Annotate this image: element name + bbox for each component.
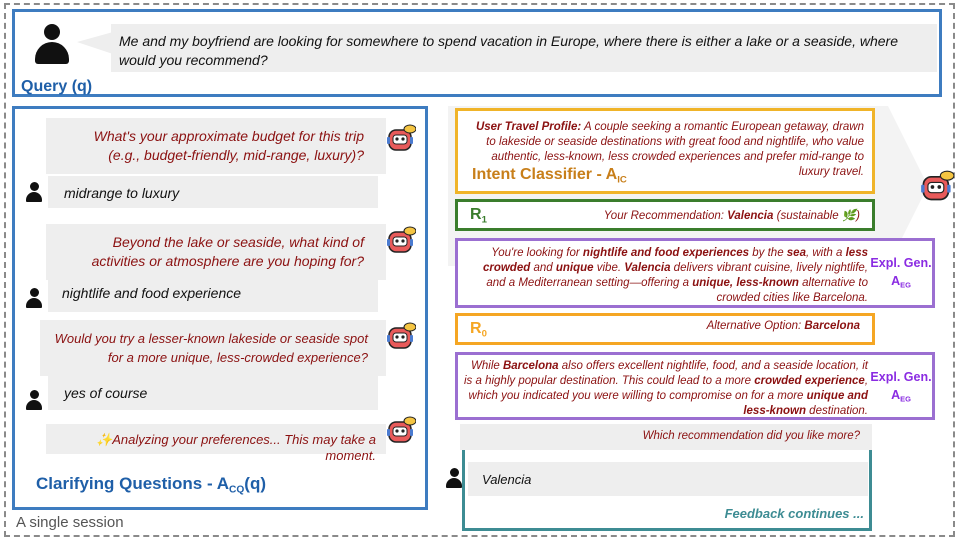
expl-gen-label-1: Expl. Gen. $A_{EG}$ [870, 256, 932, 290]
user-avatar-icon [26, 288, 42, 308]
robot-icon [920, 170, 954, 204]
question-text-2: Beyond the lake or seaside, what kind of activities or atmosphere are you hoping for? [91, 234, 364, 269]
intent-classifier-title: Intent Classifier - $A_{IC}$ [472, 166, 627, 186]
answer-text-2: nightlife and food experience [62, 285, 242, 301]
question-text-1: What's your approximate budget for this trip (e.g., budget-friendly, mid-range, luxury)? [93, 128, 364, 163]
answer-text-1: midrange to luxury [64, 185, 180, 201]
question-text-3: Would you try a lesser-known lakeside or seaside spot for a more unique, less-crowded experience? [54, 331, 368, 365]
explanation-text-2: While Barcelona also offers excellent nightlife, food, and a seaside location, it is a highly popular destination. This could lead to a more crowded experience, which you indicated you were willing to compromise on for a more unique and less-known destination. [464, 360, 869, 417]
expl-gen-label-2: Expl. Gen. $A_{EG}$ [870, 370, 932, 404]
r0-label: $R_0$ [470, 320, 487, 340]
r0-alternative-text: Alternative Option: Barcelona [706, 320, 860, 332]
query-text: Me and my boyfriend are looking for somewhere to spend vacation in Europe, where there is either a lake or a seaside, where would you recommend? [119, 33, 898, 68]
analyzing-text: ✨Analyzing your preferences... This may take a moment. [96, 432, 376, 463]
answer-text-3: yes of course [64, 385, 148, 401]
clarifying-title: Clarifying Questions - $A_{CQ}(q)$ [36, 474, 267, 496]
user-avatar-icon [26, 390, 42, 410]
robot-icon [386, 322, 416, 352]
feedback-question-text: Which recommendation did you like more? [642, 430, 860, 442]
query-box [12, 9, 942, 97]
r1-recommendation-text: Your Recommendation: Valencia (sustainable 🌿) [603, 210, 860, 222]
feedback-continues-text: Feedback continues ... [724, 506, 864, 521]
sparkle-icon: ✨ [96, 432, 113, 447]
explanation-text-1: You're looking for nightlife and food experiences by the sea, with a less crowded and unique vibe. Valencia delivers vibrant cuisine, lively nightlife, and a Mediterranean setting—offering a unique, less-known alternative to crowded cities like Barcelona. [482, 247, 868, 304]
r1-label: $R_1$ [470, 206, 487, 226]
user-avatar-icon [26, 182, 42, 202]
leaf-icon: 🌿 [841, 210, 857, 222]
user-avatar-icon [446, 468, 462, 488]
robot-icon [386, 416, 416, 446]
robot-icon [386, 226, 416, 256]
user-travel-profile-text: User Travel Profile: A couple seeking a romantic European getaway, drawn to lakeside or seaside destinations with great food and nightlife, who value authentic, less-known, less crowded experiences and prefer mid-range to luxury travel. [475, 121, 864, 178]
user-avatar-icon [35, 24, 69, 64]
robot-icon [386, 124, 416, 154]
footer-label: A single session [16, 514, 124, 531]
feedback-answer-text: Valencia [482, 472, 532, 487]
query-title: Query (q) [21, 78, 93, 95]
